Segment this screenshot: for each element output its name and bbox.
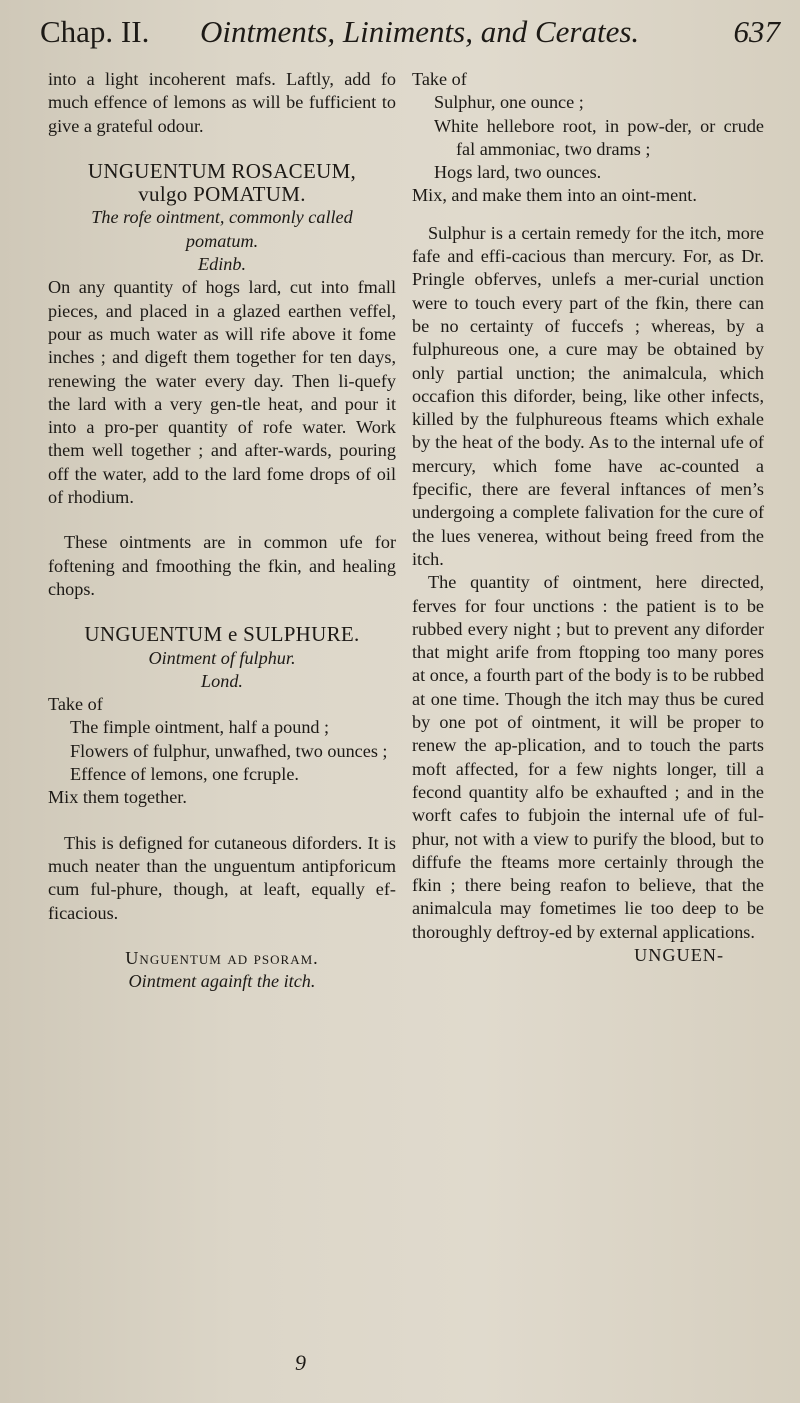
ingredient-item: Flowers of fulphur, unwafhed, two ounces ; xyxy=(70,740,388,761)
chapter-title: Ointments, Liniments, and Cerates. xyxy=(200,14,640,49)
ingredient-item: White hellebore root, in pow-der, or crude fal ammoniac, two drams ; xyxy=(434,115,764,159)
sulphure-subtitle: Ointment of fulphur. xyxy=(148,647,296,668)
rosaceum-subtitle-2: pomatum. xyxy=(185,230,259,251)
ingredient-item: Hogs lard, two ounces. xyxy=(434,162,602,183)
rosaceum-heading-vulgo: vulgo POMATUM. xyxy=(138,182,306,207)
page-number: 637 xyxy=(733,14,780,49)
psoram-subtitle: Ointment againft the itch. xyxy=(128,971,316,992)
sulphure-ingredients xyxy=(48,716,396,786)
rosaceum-heading: UNGUENTUM ROSACEUM, xyxy=(87,158,357,183)
itch-ingredients xyxy=(412,91,764,184)
psoram-heading: Unguentum ad psoram. xyxy=(125,947,319,968)
ingredient-item: The fimple ointment, half a pound ; xyxy=(70,717,330,738)
quantity-paragraph: The quantity of ointment, here directed, ferves for four unctions : the patient is to be rubbed every night ; but to prevent any diforder that might arife from ftopping too many pores at once, a fourth part of the body is to be rubbed at one time. Though the itch may thus be cured by one pot of ointment, it will be proper to renew the ap-plication, and to touch the parts moft affected, for a few nights longer, till a fecond quantity alfo be exhaufted ; and in the worft cafes to fubjoin the internal ufe of ful-phur, not with a view to purify the blood, but to diffufe the fteams more certainly through the fkin ; there being reafon to believe, that the animalcula may fometimes lie too deep to be thoroughly deftroy-ed by external applications. xyxy=(412,572,764,942)
right-column xyxy=(412,68,764,967)
catchword: UNGUEN- xyxy=(634,944,724,965)
take-of-label: Take of xyxy=(48,694,103,715)
sulphur-paragraph: Sulphur is a certain remedy for the itch, more fafe and effi-cacious than mercury. For, as Dr. Pringle obferves, unlefs a mer-curial unction were to touch every part of the fkin, there can be no certainty of fuccefs ; whereas, by a fulphureous one, a cure may be obtained by only partial unction; the animalcula, which occafion this diforder, being, like other infects, killed by the fulphureous fteams which exhale by the heat of the body. As to the internal ufe of mercury, which fome have ac-counted a fpecific, there are feveral inftances of men’s undergoing a complete falivation for the cure of the lues venerea, without being freed from the itch. xyxy=(412,222,764,569)
chapter-label: Chap. II. xyxy=(40,14,150,49)
designed-paragraph: This is defigned for cutaneous diforders. It is much neater than the unguentum antipforicum cum ful-phure, though, at leaft, equally ef-ficacious. xyxy=(48,832,396,923)
ingredient-item: Sulphur, one ounce ; xyxy=(434,92,584,113)
these-paragraph: These ointments are in common ufe for foftening and fmoothing the fkin, and healing chops. xyxy=(48,532,396,599)
take-of-label: Take of xyxy=(412,69,467,89)
ingredient-item: Effence of lemons, one fcruple. xyxy=(70,764,299,785)
rosaceum-source: Edinb. xyxy=(198,254,246,275)
sulphure-source: Lond. xyxy=(201,670,243,691)
signature-mark: 9 xyxy=(295,1350,306,1375)
mix-instruction: Mix, and make them into an oint-ment. xyxy=(412,185,697,206)
intro-paragraph: into a light incoherent mafs. Laftly, add fo much effence of lemons as will be fufficient to give a grateful odour. xyxy=(48,69,396,136)
sulphure-heading: UNGUENTUM e SULPHURE. xyxy=(84,622,360,647)
running-head xyxy=(40,14,780,60)
left-column xyxy=(48,68,396,993)
rosaceum-paragraph: On any quantity of hogs lard, cut into fmall pieces, and placed in a glazed earthen veffel, pour as much water as will rife above it fome inches ; and digeft them together for ten days, renewing the water every day. Then li-quefy the lard with a very gen-tle heat, and pour it into a pro-per quantity of rofe water. Work them well together ; and after-wards, pouring off the water, add to the lard fome drops of oil of rhodium. xyxy=(48,277,396,508)
mix-instruction: Mix them together. xyxy=(48,787,187,808)
rosaceum-subtitle: The rofe ointment, commonly called xyxy=(91,207,353,228)
